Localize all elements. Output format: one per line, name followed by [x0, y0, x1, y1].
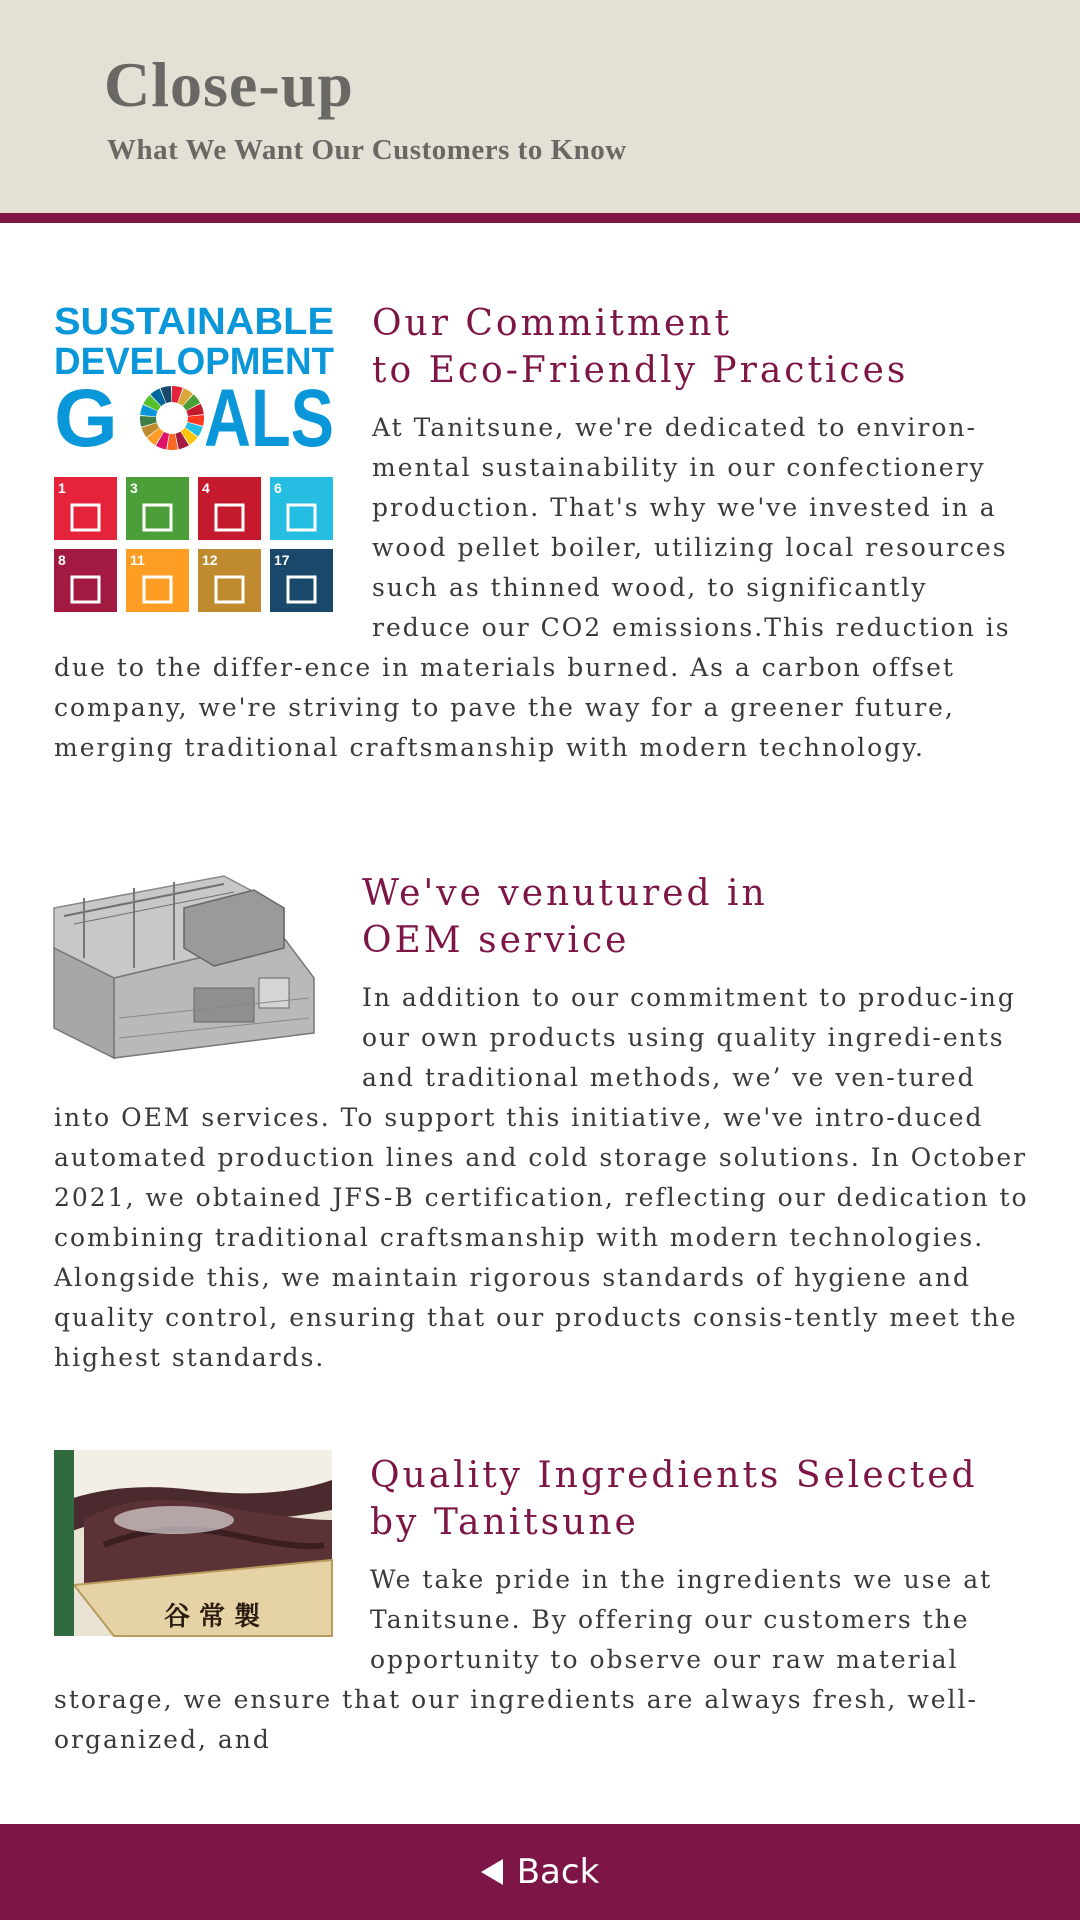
sdg-logo-line3-end: ALS	[204, 373, 334, 464]
section-title-line2: OEM service	[362, 920, 630, 961]
sdg-goal-number: 17	[274, 552, 290, 568]
section-title-line2: to Eco-Friendly Practices	[372, 350, 909, 391]
sdg-logo-line2: DEVELOPMENT	[54, 341, 334, 383]
sdg-goal-number: 6	[274, 480, 282, 496]
sdg-goal-number: 4	[202, 480, 210, 496]
triangle-left-icon	[481, 1859, 503, 1885]
sdg-logo-line3-start: G	[54, 373, 118, 464]
section-title-line2: by Tanitsune	[370, 1502, 639, 1543]
section-quality-ingredients	[54, 1450, 1029, 1760]
sdg-goal-number: 12	[202, 552, 218, 568]
sdg-goal-number: 1	[58, 480, 66, 496]
production-machine-image	[44, 868, 324, 1068]
page-title: Close-up	[104, 49, 354, 120]
back-button[interactable]	[0, 1824, 1080, 1920]
header-divider	[0, 213, 1080, 223]
sdg-wheel-icon	[140, 386, 204, 450]
bean-paste-tray-image	[54, 1450, 332, 1636]
page-header	[0, 0, 1080, 213]
page-subtitle: What We Want Our Customers to Know	[107, 134, 627, 166]
sdg-goal-number: 8	[58, 552, 66, 568]
sdg-goal-number: 11	[130, 552, 145, 568]
sdg-logo-line1: SUSTAINABLE	[54, 301, 334, 343]
section-body: At Tanitsune, we're dedicated to environ-mental sustainability in our confectionery production. That's why we've invested in a wood pellet boiler, utilizing local resources such as thinned wood, to significantly reduce our CO2 emissions.This reduction is due to the differ-ence in materials burned. As a carbon offset company, we're striving to pave the way for a greener future, merging traditional craftsmanship with modern technology.	[54, 413, 1011, 762]
section-body: In addition to our commitment to produc-ing our own products using quality ingredi-ents and traditional methods, we’ ve ven-tured into OEM services. To support this initiative, we've intro-duced automated production lines and cold storage solutions. In October 2021, we obtained JFS-B certification, reflecting our dedication to combining traditional craftsmanship with modern technologies. Alongside this, we maintain rigorous standards of hygiene and quality control, ensuring that our products consis-tently meet the highest standards.	[54, 983, 1029, 1372]
sdg-logo-image	[54, 300, 334, 618]
section-title-line1: We've venutured in	[362, 873, 768, 914]
section-body: We take pride in the ingredients we use at Tanitsune. By offering our customers the opportunity to observe our raw material storage, we ensure that our ingredients are always fresh, well-organized, and	[54, 1565, 993, 1754]
back-button-label: Back	[516, 1852, 600, 1892]
section-eco-friendly	[54, 300, 1029, 768]
section-title-line1: Quality Ingredients Selected	[370, 1455, 978, 1496]
sdg-goal-tiles	[54, 477, 333, 612]
tray-label: 谷 常 製	[164, 1602, 261, 1632]
section-title-line1: Our Commitment	[372, 303, 732, 344]
bottom-bar	[0, 1824, 1080, 1920]
section-oem-service	[54, 868, 1029, 1378]
sdg-goal-number: 3	[130, 480, 138, 496]
